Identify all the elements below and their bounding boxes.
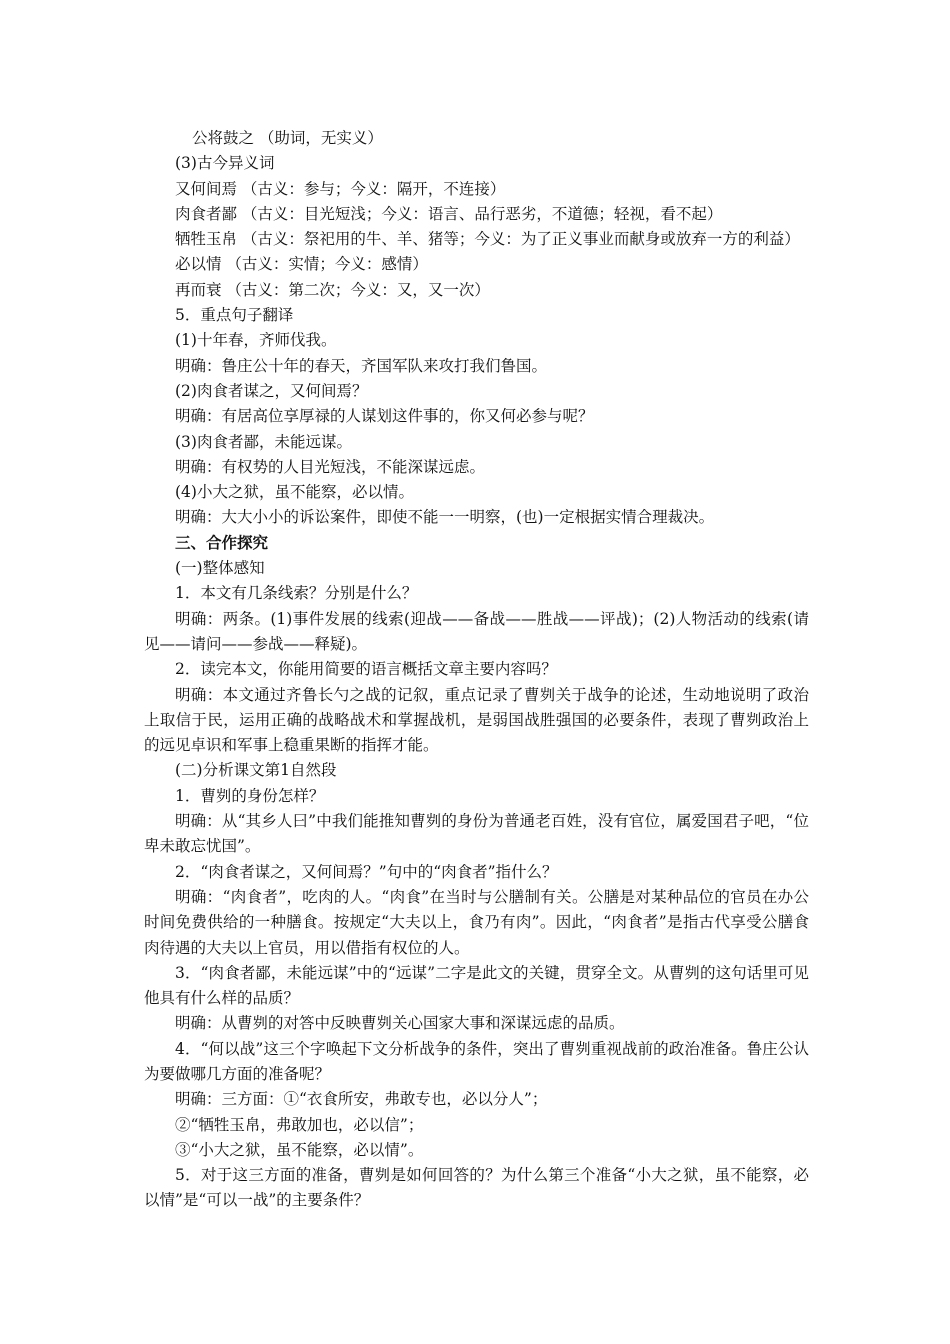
question: 1．曹刿的身份怎样？ [175, 786, 325, 805]
question: 2．读完本文，你能用简要的语言概括文章主要内容吗？ [175, 660, 557, 679]
answer: ②“牺牲玉帛，弗敢加也，必以信”； [175, 1115, 424, 1134]
text-line: 再而衰 （古义：第二次；今义：又，又一次） [175, 280, 490, 299]
answer: 明确：从曹刿的对答中反映曹刿关心国家大事和深谋远虑的品质。 [175, 1014, 625, 1033]
answer: 明确：从“其乡人曰”中我们能推知曹刿的身份为普通老百姓，没有官位，属爱国君子吧，“位卑未敢忘忧国”。 [144, 812, 809, 856]
question: (4)小大之狱，虽不能察，必以情。 [175, 483, 414, 502]
question: 4．“何以战”这三个字唤起下文分析战争的条件，突出了曹刿重视战前的政治准备。鲁庄公认为要做哪几方面的准备呢？ [144, 1039, 809, 1083]
answer: 明确：大大小小的诉讼案件，即使不能一一明察，(也)一定根据实情合理裁决。 [175, 508, 715, 527]
subheading: (3)古今异义词 [175, 154, 275, 173]
answer: 明确：有居高位享厚禄的人谋划这件事的，你又何必参与呢？ [175, 407, 594, 426]
document-page [144, 126, 809, 1214]
section-heading: 三、合作探究 [175, 533, 269, 552]
question: (2)肉食者谋之，又何间焉？ [175, 381, 368, 400]
subheading: (一)整体感知 [175, 559, 265, 578]
answer: 明确：“肉食者”，吃肉的人。“肉食”在当时与公膳制有关。公膳是对某种品位的官员在办公时间免费供给的一种膳食。按规定“大夫以上，食乃有肉”。因此，“肉食者”是指古代享受公膳食肉待遇的大夫以上官员，用以借指有权位的人。 [144, 887, 809, 957]
subheading: 5．重点句子翻译 [175, 306, 294, 325]
question: 5．对于这三方面的准备，曹刿是如何回答的？为什么第三个准备“小大之狱，虽不能察，必以情”是“可以一战”的主要条件？ [144, 1166, 809, 1210]
answer: 明确：鲁庄公十年的春天，齐国军队来攻打我们鲁国。 [175, 356, 548, 375]
answer: ③“小大之狱，虽不能察，必以情”。 [175, 1140, 424, 1159]
question: (3)肉食者鄙，未能远谋。 [175, 432, 352, 451]
answer: 明确：两条。(1)事件发展的线索(迎战——备战——胜战——评战)；(2)人物活动的线索(请见——请问——参战——释疑)。 [144, 609, 809, 653]
question: 2．“肉食者谋之，又何间焉？”句中的“肉食者”指什么？ [175, 862, 558, 881]
answer: 明确：三方面：①“衣食所安，弗敢专也，必以分人”； [175, 1090, 548, 1109]
text-line: 又何间焉 （古义：参与；今义：隔开，不连接） [175, 179, 506, 198]
text-line: 公将鼓之 （助词，无实义） [192, 129, 383, 147]
question: 3．“肉食者鄙，未能远谋”中的“远谋”二字是此文的关键，贯穿全文。从曹刿的这句话里可见他具有什么样的品质？ [144, 963, 809, 1008]
text-line: 牺牲玉帛 （古义：祭祀用的牛、羊、猪等；今义：为了正义事业而献身或放弃一方的利益） [175, 230, 800, 249]
answer: 明确：本文通过齐鲁长勺之战的记叙，重点记录了曹刿关于战争的论述，生动地说明了政治上取信于民，运用正确的战略战术和掌握战机，是弱国战胜强国的必要条件，表现了曹刿政治上的远见卓识和军事上稳重果断的指挥才能。 [144, 685, 809, 755]
text-line: 肉食者鄙 （古义：目光短浅；今义：语言、品行恶劣，不道德；轻视，看不起） [175, 204, 723, 223]
question: (1)十年春，齐师伐我。 [175, 331, 337, 350]
subheading: (二)分析课文第1自然段 [175, 761, 337, 780]
answer: 明确：有权势的人目光短浅，不能深谋远虑。 [175, 457, 486, 476]
question: 1．本文有几条线索？分别是什么？ [175, 584, 418, 603]
text-line: 必以情 （古义：实情；今义：感情） [175, 255, 428, 274]
